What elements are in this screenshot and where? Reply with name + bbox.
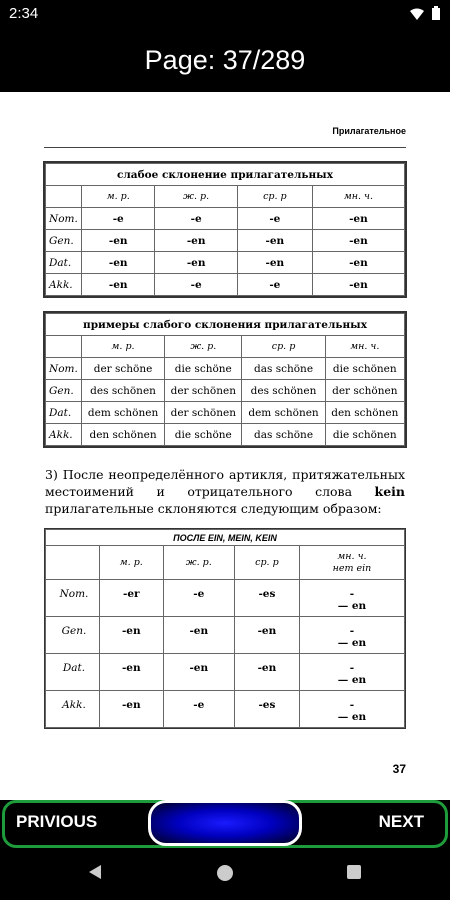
- table-row: [46, 402, 405, 424]
- column-header: м. р.: [82, 336, 165, 358]
- table-cell: -en: [100, 617, 164, 654]
- table-cell: -en: [237, 230, 312, 252]
- header-rule: [44, 147, 406, 148]
- table-cell: -en: [82, 252, 155, 274]
- table-cell: -es: [234, 691, 299, 728]
- plural-note: нет ein: [332, 562, 372, 574]
- back-icon[interactable]: [88, 864, 102, 884]
- column-header: ср. р: [234, 546, 299, 580]
- case-label: Nom.: [46, 580, 100, 617]
- table-cell: - — en: [299, 691, 404, 728]
- table-row: [46, 691, 405, 728]
- case-label: Nom.: [46, 208, 82, 230]
- next-button[interactable]: NEXT: [378, 812, 424, 831]
- center-menu-button[interactable]: [148, 800, 302, 846]
- table-row: [46, 230, 405, 252]
- case-label: Dat.: [46, 654, 100, 691]
- column-header: ж. р.: [165, 336, 242, 358]
- table-title: слабое склонение прилагательных: [46, 164, 405, 186]
- status-time: 2:34: [9, 5, 39, 22]
- table-row: [46, 654, 405, 691]
- table-row: [46, 274, 405, 296]
- page-indicator: Page: 37/289: [0, 28, 450, 92]
- table-cell: -en: [312, 274, 404, 296]
- weak-examples-table: [45, 313, 405, 446]
- table-cell: -en: [312, 208, 404, 230]
- table-cell: -en: [312, 230, 404, 252]
- wifi-icon: [410, 7, 424, 24]
- body-paragraph: 3) После неопределённого артикля, притяжательных местоимений и отрицательного слова kein прилагательные склоняются следующим образом:: [45, 467, 405, 516]
- column-header: ж. р.: [155, 186, 237, 208]
- table-cell: des schönen: [82, 380, 165, 402]
- table-cell: -en: [237, 252, 312, 274]
- table-cell: -en: [100, 691, 164, 728]
- table-row: [46, 208, 405, 230]
- system-nav-bar: [0, 848, 450, 900]
- table-cell: der schönen: [165, 380, 242, 402]
- table-cell: - — en: [299, 580, 404, 617]
- case-label: Gen.: [46, 380, 82, 402]
- table-row: [46, 380, 405, 402]
- table-cell: -en: [100, 654, 164, 691]
- table-cell: dem schönen: [242, 402, 325, 424]
- table-cell: -е: [237, 208, 312, 230]
- table-cell: die schönen: [325, 358, 404, 380]
- table-cell: -en: [312, 252, 404, 274]
- table-cell: - — en: [299, 617, 404, 654]
- table-cell: -en: [234, 654, 299, 691]
- table-cell: -es: [234, 580, 299, 617]
- case-label: Nom.: [46, 358, 82, 380]
- table-title: примеры слабого склонения прилагательных: [46, 314, 405, 336]
- column-header: мн. ч.: [312, 186, 404, 208]
- case-label: Akk.: [46, 424, 82, 446]
- table-cell: -en: [155, 252, 237, 274]
- battery-icon: [432, 6, 440, 24]
- table-cell: -е: [237, 274, 312, 296]
- page-number: 37: [392, 762, 406, 776]
- column-header: м. р.: [82, 186, 155, 208]
- table-cell: der schönen: [165, 402, 242, 424]
- column-header: мн. ч. нет ein: [299, 546, 404, 580]
- page-nav-bar: [0, 800, 450, 848]
- table-cell: die schöne: [165, 424, 242, 446]
- table-row: [46, 580, 405, 617]
- column-header: м. р.: [100, 546, 164, 580]
- weak-declension-table: [45, 163, 405, 296]
- case-label: Akk.: [46, 274, 82, 296]
- table-row: [46, 424, 405, 446]
- running-head: Прилагательное: [332, 126, 406, 136]
- case-label: Gen.: [46, 617, 100, 654]
- column-header: мн. ч.: [325, 336, 404, 358]
- column-header: ср. р: [237, 186, 312, 208]
- table-row: [46, 252, 405, 274]
- previous-button[interactable]: PRIVIOUS: [16, 812, 98, 831]
- case-label: Dat.: [46, 402, 82, 424]
- table-cell: -e: [163, 691, 234, 728]
- column-header: ср. р: [242, 336, 325, 358]
- table-cell: den schönen: [82, 424, 165, 446]
- case-label: Gen.: [46, 230, 82, 252]
- table-cell: das schöne: [242, 424, 325, 446]
- table-cell: -en: [155, 230, 237, 252]
- home-icon[interactable]: [216, 864, 234, 886]
- keyword: kein: [374, 484, 405, 499]
- table-cell: - — en: [299, 654, 404, 691]
- table-cell: -е: [82, 208, 155, 230]
- case-label: Akk.: [46, 691, 100, 728]
- table-cell: die schöne: [165, 358, 242, 380]
- column-header: ж. р.: [163, 546, 234, 580]
- table-cell: den schönen: [325, 402, 404, 424]
- case-label: Dat.: [46, 252, 82, 274]
- table-cell: der schöne: [82, 358, 165, 380]
- table-row: [46, 617, 405, 654]
- table-cell: -е: [155, 274, 237, 296]
- table-cell: -e: [163, 580, 234, 617]
- table-cell: der schönen: [325, 380, 404, 402]
- table-cell: -en: [82, 230, 155, 252]
- mixed-declension-table: [45, 529, 405, 728]
- table-cell: des schönen: [242, 380, 325, 402]
- table-cell: -en: [82, 274, 155, 296]
- table-cell: das schöne: [242, 358, 325, 380]
- table-cell: -en: [163, 654, 234, 691]
- table-cell: die schönen: [325, 424, 404, 446]
- table-cell: -er: [100, 580, 164, 617]
- recents-icon[interactable]: [346, 864, 362, 884]
- table-cell: -е: [155, 208, 237, 230]
- table-row: [46, 358, 405, 380]
- table-cell: -en: [163, 617, 234, 654]
- table-cell: -en: [234, 617, 299, 654]
- table-cell: dem schönen: [82, 402, 165, 424]
- status-bar: [0, 0, 450, 28]
- document-page: [0, 92, 450, 800]
- table-title: ПОСЛЕ EIN, MEIN, KEIN: [46, 530, 405, 546]
